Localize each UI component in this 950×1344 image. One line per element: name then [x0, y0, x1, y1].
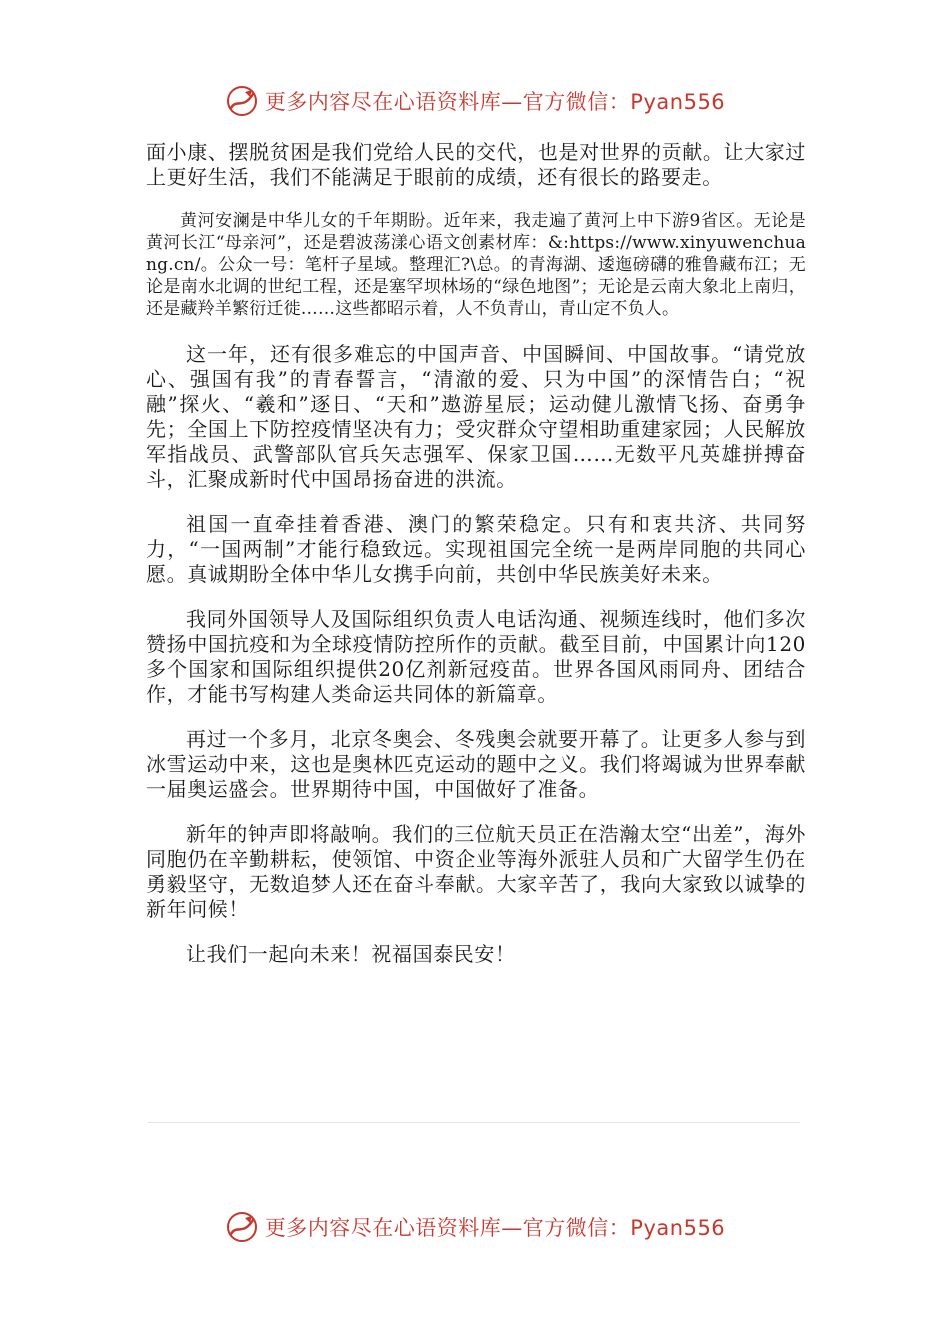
paragraph-8: 让我们一起向未来！祝福国泰民安！	[186, 942, 516, 966]
paragraph-6: 再过一个多月，北京冬奥会、冬残奥会就要开幕了。让更多人参与到冰雪运动中来，这也是奥林匹克运动的题中之义。我们将竭诚为世界奉献一届奥运盛会。世界期待中国，中国做好了准备。	[146, 727, 806, 801]
footer-banner-text: 更多内容尽在心语资料库—官方微信：Pyan556	[264, 1216, 726, 1240]
paragraph-3: 这一年，还有很多难忘的中国声音、中国瞬间、中国故事。“请党放心、强国有我”的青春誓言，“清澈的爱、只为中国”的深情告白；“祝融”探火、“羲和”逐日、“天和”遨游星辰；运动健儿激情飞扬、奋勇争先；全国上下防控疫情坚决有力；受灾群众守望相助重建家园；人民解放军指战员、武警部队官兵矢志强军、保家卫国……无数平凡英雄拼搏奋斗，汇聚成新时代中国昂扬奋进的洪流。	[146, 342, 806, 491]
header-banner	[0, 84, 950, 118]
footer-banner	[0, 1210, 950, 1244]
paragraph-1: 面小康、摆脱贫困是我们党给人民的交代，也是对世界的贡献。让大家过上更好生活，我们不能满足于眼前的成绩，还有很长的路要走。	[146, 140, 806, 189]
paragraph-5: 我同外国领导人及国际组织负责人电话沟通、视频连线时，他们多次赞扬中国抗疫和为全球疫情防控所作的贡献。截至目前，中国累计向120多个国家和国际组织提供20亿剂新冠疫苗。世界各国风雨同舟、团结合作，才能书写构建人类命运共同体的新篇章。	[146, 607, 806, 706]
page-divider	[148, 1122, 800, 1123]
header-banner-text: 更多内容尽在心语资料库—官方微信：Pyan556	[264, 90, 726, 114]
paragraph-4: 祖国一直牵挂着香港、澳门的繁荣稳定。只有和衷共济、共同努力，“一国两制”才能行稳致远。实现祖国完全统一是两岸同胞的共同心愿。真诚期盼全体中华儿女携手向前，共创中华民族美好未来。	[146, 512, 806, 586]
pen-signature-icon	[225, 84, 259, 118]
pen-signature-icon	[225, 1210, 259, 1244]
paragraph-7: 新年的钟声即将敲响。我们的三位航天员正在浩瀚太空“出差”，海外同胞仍在辛勤耕耘，使领馆、中资企业等海外派驻人员和广大留学生仍在勇毅坚守，无数追梦人还在奋斗奉献。大家辛苦了，我向大家致以诚挚的新年问候！	[146, 822, 806, 921]
paragraph-2: 黄河安澜是中华儿女的千年期盼。近年来，我走遍了黄河上中下游9省区。无论是黄河长江“母亲河”，还是碧波荡漾心语文创素材库：&:https://www.xinyuwenchuang.cn/。公众一号：笔杆子星域。整理汇?\总。的青海湖、逶迤磅礴的雅鲁藏布江；无论是南水北调的世纪工程，还是塞罕坝林场的“绿色地图”；无论是云南大象北上南归，还是藏羚羊繁衍迁徙……这些都昭示着，人不负青山，青山定不负人。	[146, 211, 806, 319]
article-body	[146, 140, 806, 987]
